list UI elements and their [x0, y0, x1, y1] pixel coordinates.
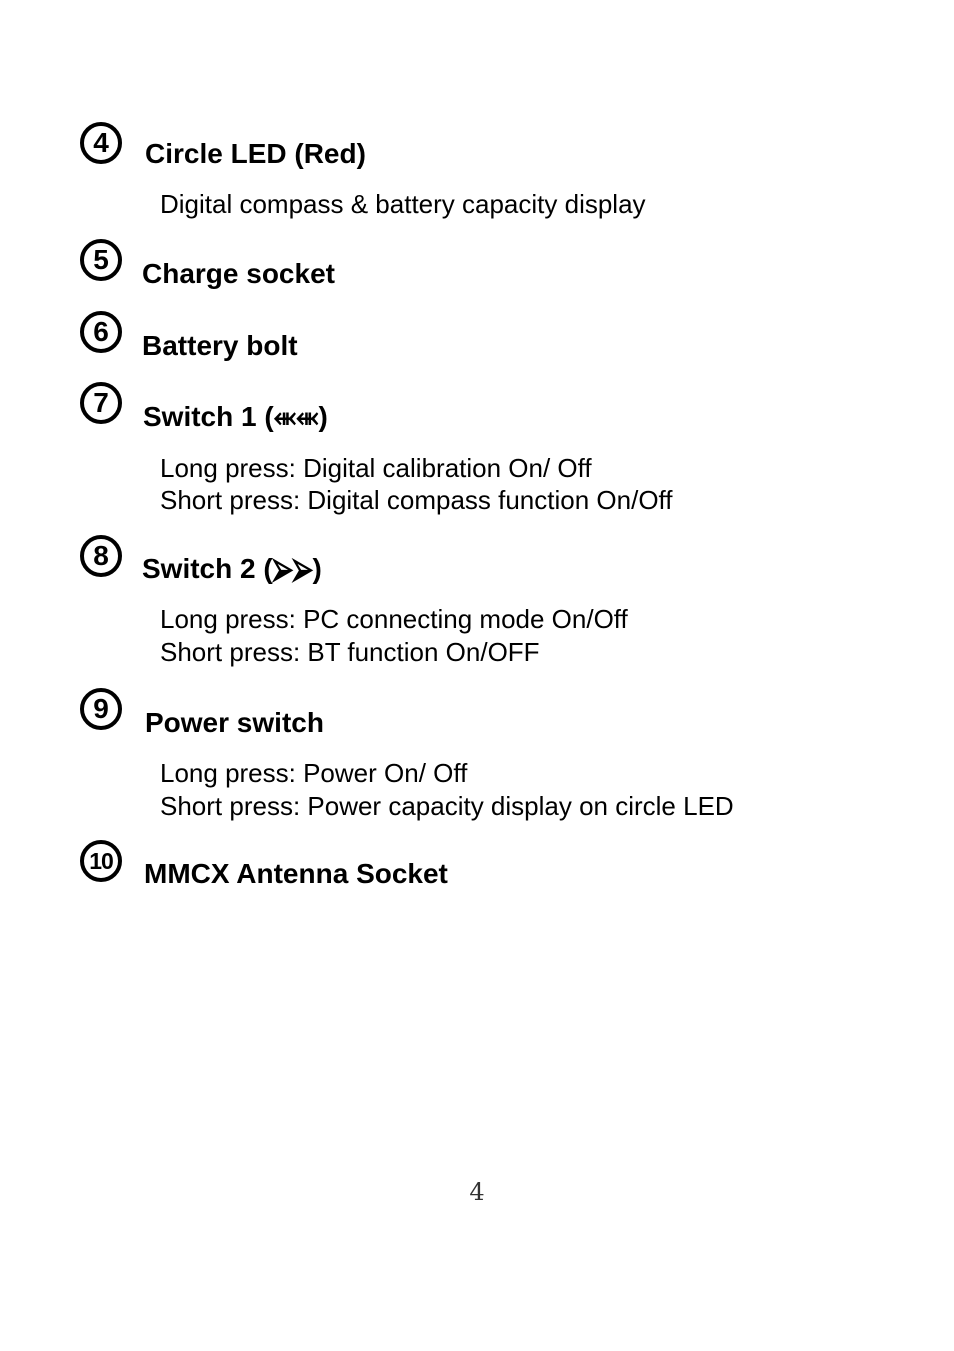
item-description-line: Short press: Power capacity display on circle LED — [160, 791, 734, 821]
number-8-circle-icon: 8 — [80, 535, 122, 577]
item-title: Battery bolt — [142, 330, 298, 361]
number-10-circle-icon: 10 — [80, 840, 122, 882]
number-5-circle-icon: 5 — [80, 239, 122, 281]
item-description-line: Digital compass & battery capacity display — [160, 189, 646, 219]
item-description-line: Long press: Power On/ Off — [160, 758, 468, 788]
item-description-line: Long press: Digital calibration On/ Off — [160, 453, 592, 483]
item-title: Switch 1 (⬺⬺) — [143, 401, 328, 432]
item-title: Power switch — [145, 707, 324, 738]
number-7-circle-icon: 7 — [80, 382, 122, 424]
item-title: Circle LED (Red) — [145, 138, 366, 169]
page-number: 4 — [469, 1178, 485, 1206]
number-6-circle-icon: 6 — [80, 311, 122, 353]
item-description-line: Short press: BT function On/OFF — [160, 637, 540, 667]
item-title: Charge socket — [142, 258, 335, 289]
item-description-line: Long press: PC connecting mode On/Off — [160, 604, 628, 634]
number-9-circle-icon: 9 — [80, 688, 122, 730]
item-description-line: Short press: Digital compass function On/Off — [160, 485, 673, 515]
number-4-circle-icon: 4 — [80, 122, 122, 164]
item-title: Switch 2 (⮚⮚) — [142, 553, 322, 584]
item-title: MMCX Antenna Socket — [144, 858, 448, 889]
